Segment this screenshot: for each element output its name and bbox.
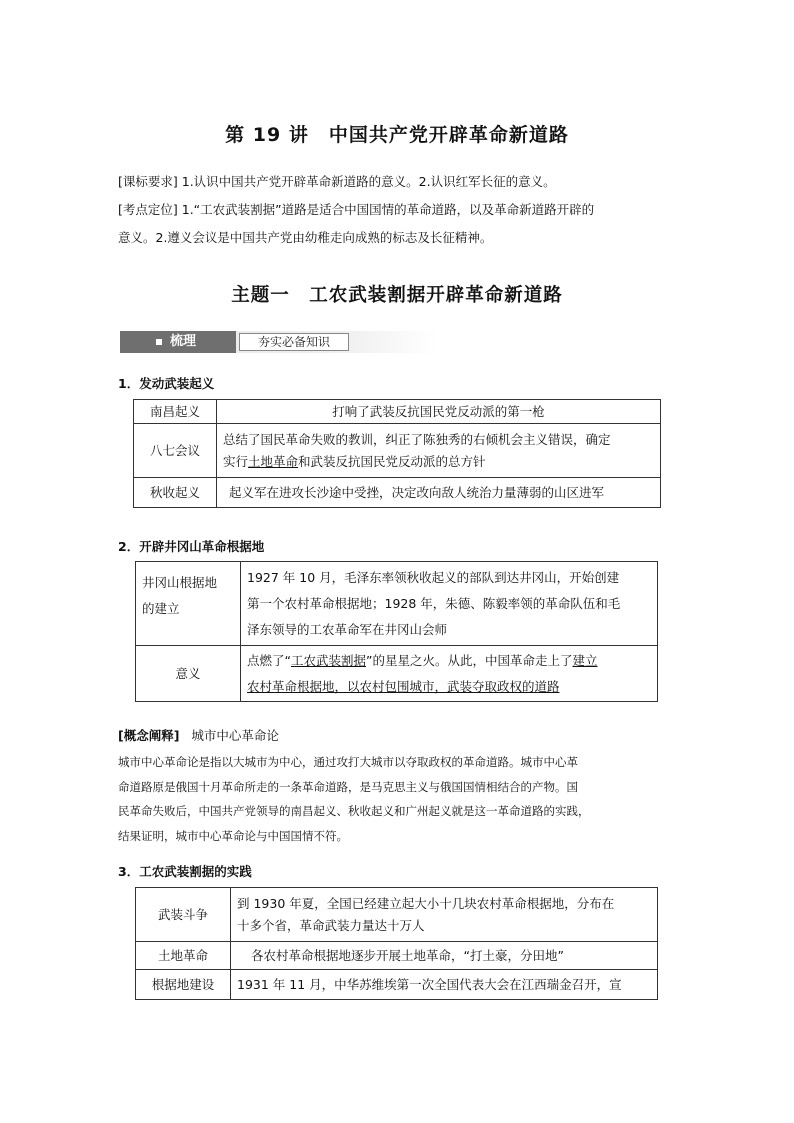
practice-table xyxy=(135,887,658,1000)
concept-paragraph: 城市中心革命论是指以大城市为中心，通过攻打大城市以夺取政权的革命道路。城市中心革 命道路原是俄国十月革命所走的一条革命道路，是马克思主义与俄国国情相结合的产物。国 民革命失败后，中国共产党领导的南昌起义、秋收起义和广州起义就是这一革命道路的实践， 结果证明，城市中心革命论与中国国情不符。 xyxy=(118,755,590,843)
square-bullet-icon xyxy=(156,339,162,345)
underlined-term: 建立 xyxy=(572,652,598,668)
jinggangshan-table xyxy=(135,561,658,702)
requirement-tag: [课标要求] xyxy=(118,174,178,189)
curriculum-requirement xyxy=(118,168,678,196)
section1-heading: 1．发动武装起义 xyxy=(118,376,215,391)
row-label: 南昌起义 xyxy=(134,400,217,424)
section2-heading: 2．开辟井冈山革命根据地 xyxy=(118,539,265,554)
table-row xyxy=(134,424,661,478)
row-content: 1927 年 10 月，毛泽东率领秋收起义的部队到达井冈山，开始创建 第一个农村革命根据地；1928 年，朱德、陈毅率领的革命队伍和毛 泽东领导的工农革命军在井冈山会师 xyxy=(241,562,658,646)
row-content: 到 1930 年夏，全国已经建立起大小十几块农村革命根据地，分布在 十多个省，革命武装力量达十万人 xyxy=(231,888,658,942)
underlined-term: 土地革命 xyxy=(248,453,299,469)
row-label: 井冈山根据地 的建立 xyxy=(136,562,241,646)
row-label: 意义 xyxy=(136,646,241,702)
row-label: 土地革命 xyxy=(136,942,231,970)
row-label: 武装斗争 xyxy=(136,888,231,942)
lesson-title: 第 19 讲 中国共产党开辟革命新道路 xyxy=(225,124,569,146)
table-row xyxy=(136,942,658,970)
concept-title: 城市中心革命论 xyxy=(191,728,279,743)
table-row xyxy=(136,562,658,646)
banner-sub: 夯实必备知识 xyxy=(239,333,349,351)
table-row xyxy=(136,888,658,942)
exam-focus-line2: 意义。2.遵义会议是中国共产党由幼稚走向成熟的标志及长征精神。 xyxy=(118,230,493,245)
row-content: 起义军在进攻长沙途中受挫，决定改向敌人统治力量薄弱的山区进军 xyxy=(217,478,661,508)
section3-heading: 3．工农武装割据的实践 xyxy=(118,864,252,879)
concept-tag: [概念阐释] xyxy=(118,728,180,743)
row-label: 秋收起义 xyxy=(134,478,217,508)
row-content: 总结了国民革命失败的教训，纠正了陈独秀的右倾机会主义错误，确定 实行土地革命和武装反抗国民党反动派的总方针 xyxy=(217,424,661,478)
table-row xyxy=(134,400,661,424)
underlined-term: 农村革命根据地，以农村包围城市，武装夺取政权的道路 xyxy=(247,678,560,694)
uprising-table xyxy=(133,399,661,508)
row-content: 打响了武装反抗国民党反动派的第一枪 xyxy=(217,400,661,424)
row-content: 1931 年 11 月，中华苏维埃第一次全国代表大会在江西瑞金召开，宣 xyxy=(231,970,658,1000)
requirement-text: 1.认识中国共产党开辟革命新道路的意义。2.认识红军长征的意义。 xyxy=(181,174,556,189)
row-content: 点燃了“工农武装割据”的星星之火。从此，中国革命走上了建立 农村革命根据地，以农村包围城市，武装夺取政权的道路 xyxy=(241,646,658,702)
concept-heading xyxy=(118,726,279,744)
banner-main: 梳理 xyxy=(120,331,236,353)
row-label: 八七会议 xyxy=(134,424,217,478)
row-content: 各农村革命根据地逐步开展土地革命，“打土豪，分田地” xyxy=(231,942,658,970)
exam-focus xyxy=(118,196,678,252)
underlined-term: 工农武装割据 xyxy=(290,652,366,668)
table-row xyxy=(136,970,658,1000)
exam-focus-line1: 1.“工农武装割据”道路是适合中国国情的革命道路，以及革命新道路开辟的 xyxy=(181,202,595,217)
section-banner xyxy=(120,331,436,353)
table-row xyxy=(134,478,661,508)
topic-title: 主题一 工农武装割据开辟革命新道路 xyxy=(231,285,563,306)
row-label: 根据地建设 xyxy=(136,970,231,1000)
table-row xyxy=(136,646,658,702)
exam-focus-tag: [考点定位] xyxy=(118,202,178,217)
